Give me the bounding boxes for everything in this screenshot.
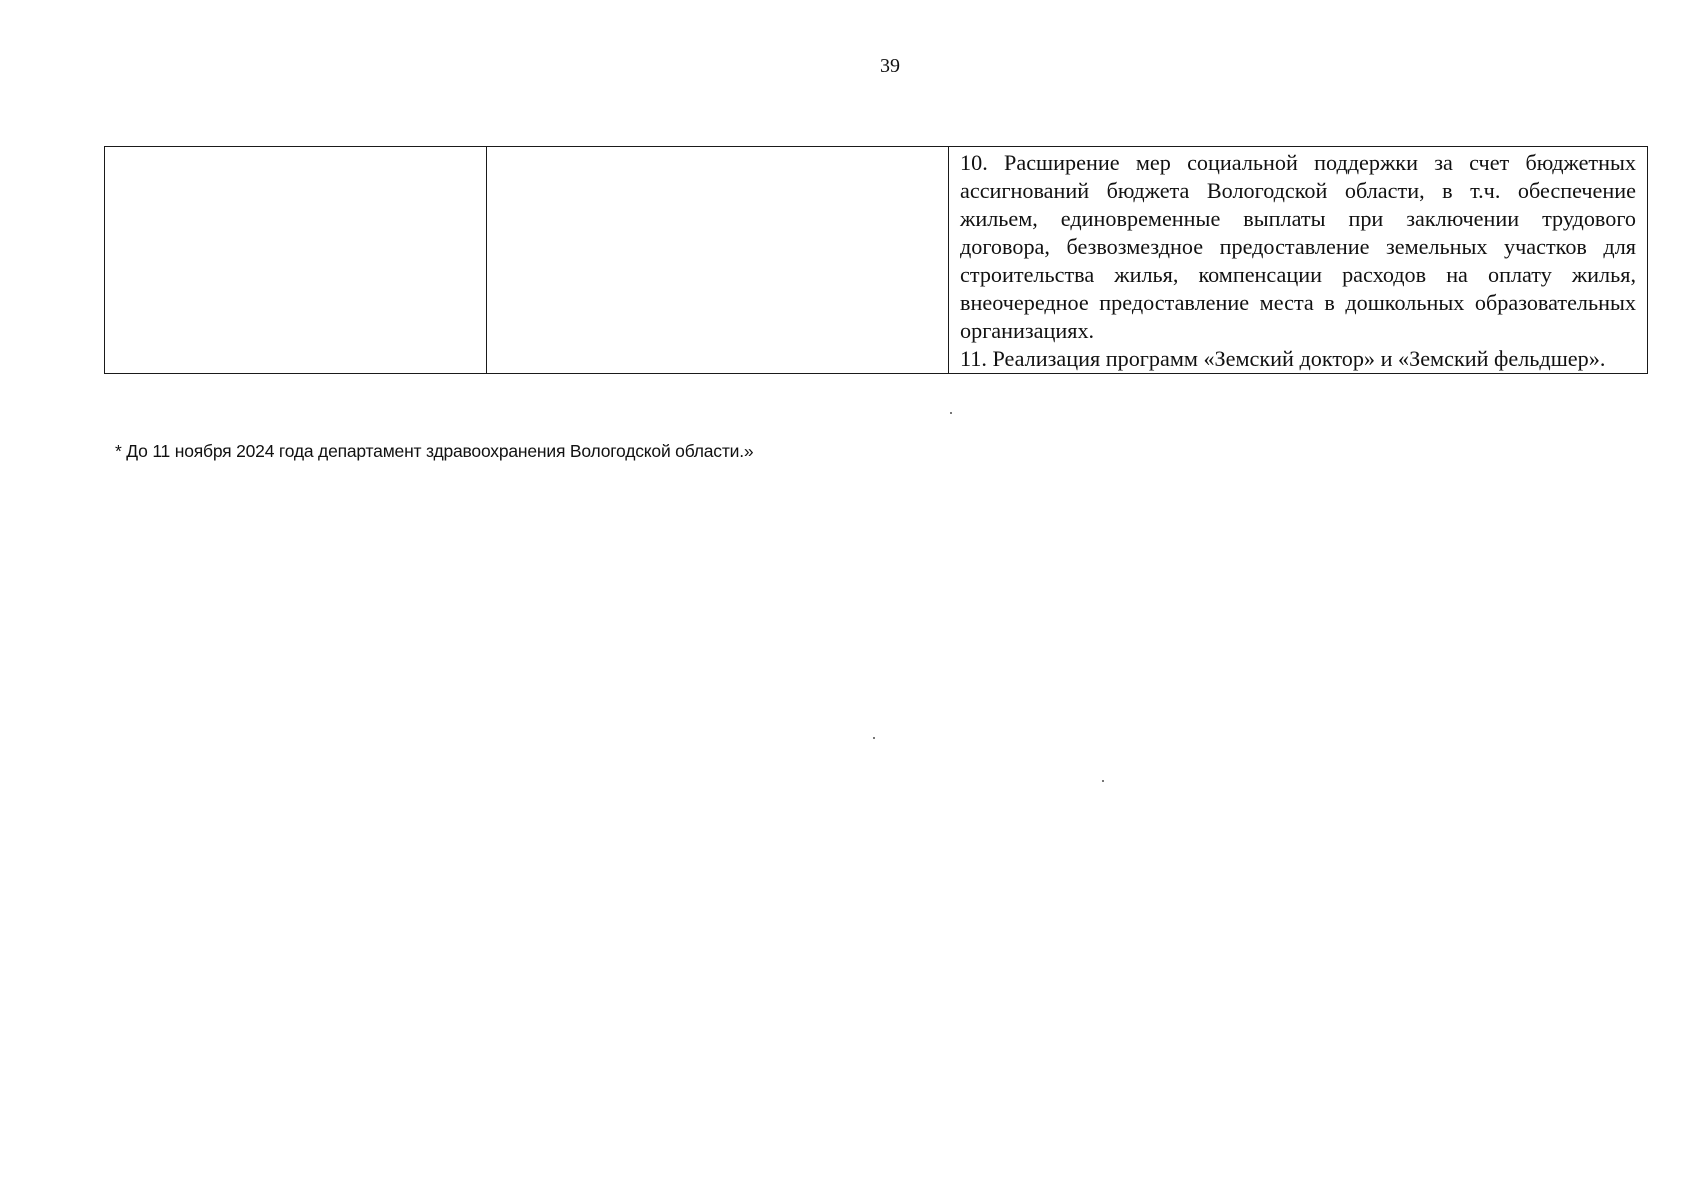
measure-item-11: 11. Реализация программ «Земский доктор» и «Земский фельдшер».: [960, 346, 1606, 371]
table-row: [105, 147, 1648, 374]
scan-speck: [950, 412, 952, 414]
table-cell-measures: [949, 147, 1648, 374]
scan-speck: [873, 737, 875, 739]
table-cell-empty-2: [487, 147, 949, 374]
footnote: * До 11 ноября 2024 года департамент здравоохранения Вологодской области.»: [115, 441, 754, 461]
table-cell-empty-1: [105, 147, 487, 374]
measures-table: [104, 146, 1648, 374]
page-number: 39: [880, 55, 900, 77]
measure-item-10: 10. Расширение мер социальной поддержки за счет бюджетных ассигнований бюджета Вологодской области, в т.ч. обеспечение жильем, единовременные выплаты при заключении трудового договора, безвозмездное предоставление земельных участков для строительства жилья, компенсации расходов на оплату жилья, внеочередное предоставление места в дошкольных образовательных организациях.: [960, 150, 1636, 343]
scan-speck: [1102, 780, 1104, 782]
